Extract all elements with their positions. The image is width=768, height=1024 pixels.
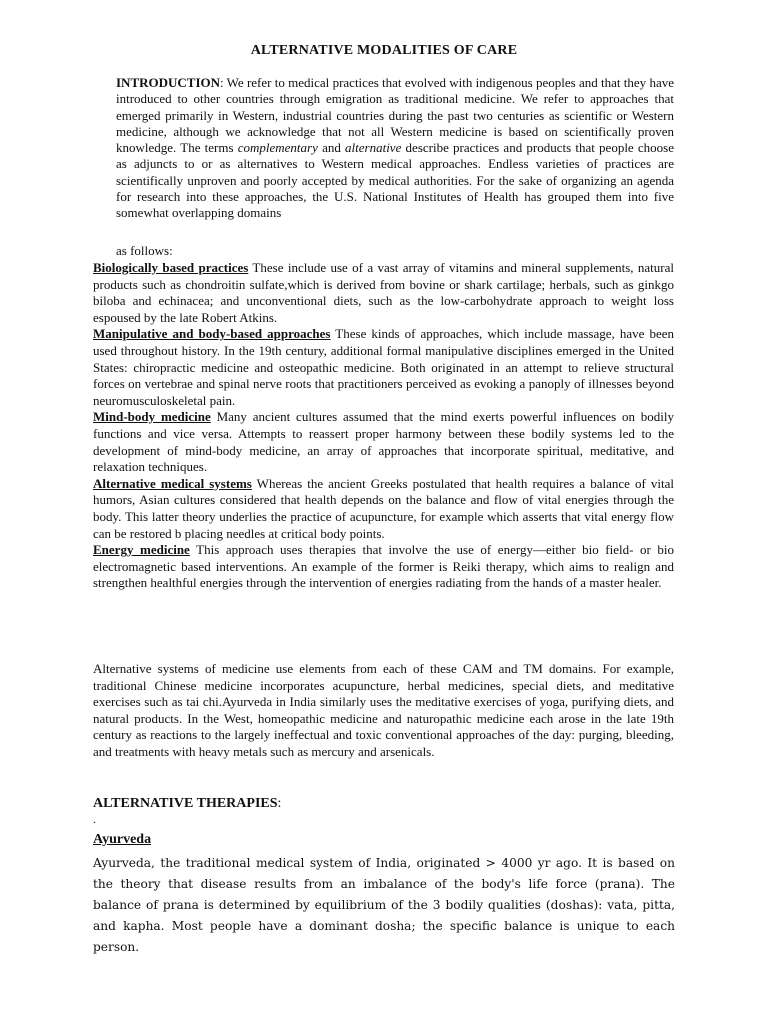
therapies-heading-colon: : — [277, 796, 282, 811]
domain-item — [93, 409, 674, 475]
domain-item — [93, 542, 674, 592]
term-complementary: complementary — [237, 140, 318, 156]
therapies-heading — [93, 796, 281, 812]
domain-item — [93, 476, 674, 542]
therapies-heading-text: ALTERNATIVE THERAPIES — [93, 796, 278, 811]
domain-heading: Biologically based practices — [93, 260, 249, 275]
summary-paragraph: Alternative systems of medicine use elements from each of these CAM and TM domains. For example, traditional Chinese medicine incorporates acupuncture, herbal medicines, special diets, and meditative exercises such as tai chi.Ayurveda in India similarly uses the meditative exercises of yoga, purifying diets, and natural products. In the West, homeopathic medicine and naturopathic medicine each arose in the late 19th century as reactions to the largely ineffectual and toxic conventional approaches of the day: purging, bleeding, and treatments with heavy metals such as mercury and arsenicals. — [93, 661, 674, 759]
domain-heading: Manipulative and body-based approaches — [93, 326, 331, 342]
introduction-text-2: describe practices and products that people choose as adjuncts to or as alternatives to Western medical approaches. Endless varieties of practices are scientifically unproven and poorly accepted by medical authorities. For the sake of organizing an agenda for research into these approaches, the U.S. National Institutes of Health has grouped them into five somewhat overlapping domains — [116, 140, 674, 221]
domain-heading: Mind-body medicine — [93, 409, 211, 425]
domain-heading: Energy medicine — [93, 542, 190, 558]
introduction-lead: INTRODUCTION — [116, 75, 221, 90]
domain-item — [93, 260, 674, 326]
domain-body: Many ancient cultures assumed that the mind exerts powerful influences on bodily functions and vice versa. Attempts to reassert proper harmony between these bodily systems led to the development of mind-body medicine, an array of approaches that incorporate spiritual, meditative, and relaxation techniques. — [93, 409, 674, 475]
domain-item — [93, 326, 674, 409]
introduction-and: and — [317, 140, 346, 156]
domain-body: These kinds of approaches, which include massage, have been used throughout history. In the 19th century, additional formal manipulative disciplines emerged in the United States: chiropractic medicine and osteopathic medicine. Both originated in an attempt to relieve structural forces on vertebrae and spinal nerve roots that practitioners perceived as evoking a panoply of illnesses beyond neuromusculoskeletal pain. — [93, 326, 674, 408]
as-follows-text: as follows: — [116, 243, 173, 258]
ayurveda-heading: Ayurveda — [93, 832, 152, 847]
domain-heading: Alternative medical systems — [93, 475, 252, 491]
term-alternative: alternative — [345, 140, 402, 156]
stray-dot: . — [93, 812, 96, 826]
ayurveda-paragraph: Ayurveda, the traditional medical system of India, originated > 4000 yr ago. It is based on the theory that disease results from an imbalance of the body's life force (prana). The balance of prana is determined by equilibrium of the 3 bodily qualities (doshas): vata, pitta, and kapha. Most people have a dominant dosha; the specific balance is unique to each person. — [93, 856, 675, 954]
introduction-text: : We refer to medical practices that evolved with indigenous peoples and that they have introduced to other countries through emigration as traditional medicine. We refer to approaches that emerged primarily in Western, industrial countries during the past two centuries as scientific or Western medicine, although we acknowledge that not all Western medicine is based on scientifically proven knowledge. The terms — [116, 75, 674, 156]
document-title: ALTERNATIVE MODALITIES OF CARE — [250, 43, 518, 58]
domain-body: These include use of a vast array of vitamins and mineral supplements, natural products such as chondroitin sulfate,which is derived from bovine or shark cartilage; herbals, such as ginkgo biloba and echinacea; and unconventional diets, such as the low-carbohydrate approach to weight loss espoused by the late Robert Atkins. — [93, 260, 674, 325]
introduction-paragraph — [116, 75, 674, 222]
domain-body: Whereas the ancient Greeks postulated that health requires a balance of vital humors, Asian cultures considered that health depends on the balance and flow of vital energies through the body. This latter theory underlies the practice of acupuncture, for example which asserts that vital energy flow can be restored b placing needles at critical body points. — [93, 475, 674, 541]
domain-body: This approach uses therapies that involve the use of energy—either bio field- or bio electromagnetic based interventions. An example of the former is Reiki therapy, which aims to realign and strengthen healthful energies through the intervention of energies radiating from the hands of a master healer. — [93, 542, 674, 591]
domains-list — [93, 260, 674, 592]
